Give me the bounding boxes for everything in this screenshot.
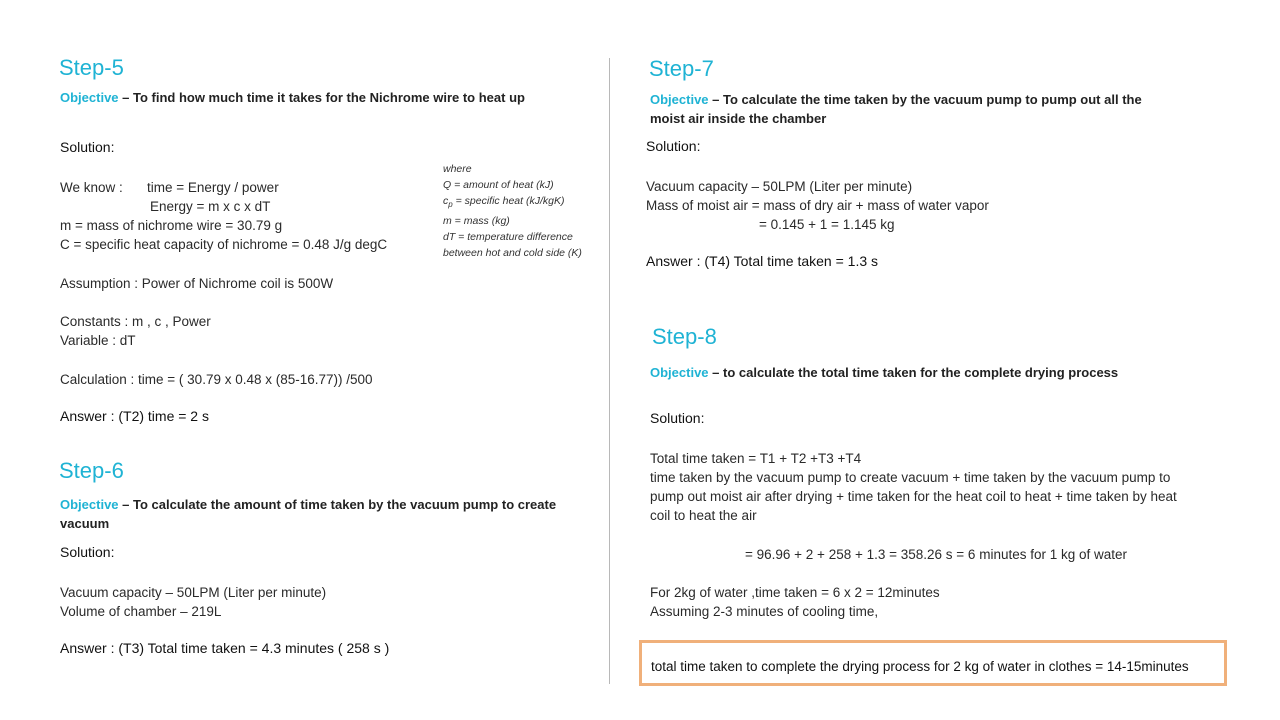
column-divider: [609, 58, 610, 684]
step7-heading: Step-7: [649, 56, 714, 81]
step8-explanation-1: time taken by the vacuum pump to create vacuum + time taken by the vacuum pump to: [650, 470, 1171, 485]
step6-heading: Step-6: [59, 458, 124, 483]
step8-solution-label: Solution:: [650, 410, 705, 426]
step6-objective-text: – To calculate the amount of time taken by the vacuum pump to create vacuum: [60, 497, 557, 531]
step8-explanation-2: pump out moist air after drying + time taken for the heat coil to heat + time taken by heat: [650, 489, 1177, 504]
step5-answer: Answer : (T2) time = 2 s: [60, 408, 209, 424]
step7-mass-calc: = 0.145 + 1 = 1.145 kg: [759, 217, 895, 232]
step5-calculation: Calculation : time = ( 30.79 x 0.48 x (85-16.77)) /500: [60, 372, 373, 387]
step6-answer: Answer : (T3) Total time taken = 4.3 minutes ( 258 s ): [60, 640, 390, 656]
note-cp-sub: p: [448, 200, 453, 210]
note-where: where: [443, 163, 472, 175]
step7-objective-text: – To calculate the time taken by the vacuum pump to pump out all the moist air inside the chamber: [650, 92, 1142, 126]
step5-constants: Constants : m , c , Power: [60, 314, 211, 329]
objective-label: Objective: [60, 497, 119, 512]
objective-label: Objective: [650, 92, 709, 107]
step8-two-kg: For 2kg of water ,time taken = 6 x 2 = 12minutes: [650, 585, 940, 600]
note-q: Q = amount of heat (kJ): [443, 179, 554, 191]
step5-heading: Step-5: [59, 55, 124, 80]
step7-vacuum-capacity: Vacuum capacity – 50LPM (Liter per minute): [646, 179, 913, 194]
step6-volume: Volume of chamber – 219L: [60, 604, 222, 619]
step5-specific-heat-line: C = specific heat capacity of nichrome = 0.48 J/g degC: [60, 237, 388, 252]
step6-objective: [60, 495, 570, 533]
step8-objective: [650, 363, 1210, 382]
step6-solution-label: Solution:: [60, 544, 115, 560]
step5-objective-text: – To find how much time it takes for the Nichrome wire to heat up: [118, 90, 525, 105]
step6-vacuum-capacity: Vacuum capacity – 50LPM (Liter per minute): [60, 585, 327, 600]
step7-solution-label: Solution:: [646, 138, 701, 154]
note-cp-rest: = specific heat (kJ/kgK): [452, 195, 565, 207]
note-m: m = mass (kg): [443, 215, 510, 228]
step8-cooling: Assuming 2-3 minutes of cooling time,: [650, 604, 879, 619]
step8-total-formula: Total time taken = T1 + T2 +T3 +T4: [650, 451, 862, 466]
step8-explanation-3: coil to heat the air: [650, 508, 757, 523]
step5-objective: [60, 88, 600, 107]
objective-label: Objective: [650, 365, 709, 380]
step8-heading: Step-8: [652, 324, 717, 349]
step5-formula-energy: Energy = m x c x dT: [150, 199, 271, 214]
final-result-box: [639, 640, 1227, 686]
note-cp-symbol: c: [443, 195, 449, 207]
note-dt2: between hot and cold side (K): [443, 247, 582, 260]
step8-result: = 96.96 + 2 + 258 + 1.3 = 358.26 s = 6 minutes for 1 kg of water: [745, 547, 1128, 562]
objective-label: Objective: [60, 90, 119, 105]
step5-solution-label: Solution:: [60, 139, 115, 155]
step5-variable: Variable : dT: [60, 333, 136, 348]
step8-final: total time taken to complete the drying process for 2 kg of water in clothes = 14-15minutes: [651, 659, 1189, 674]
step5-mass-line: m = mass of nichrome wire = 30.79 g: [60, 218, 283, 233]
step5-notes: [443, 161, 582, 261]
step5-we-know-label: We know :: [60, 180, 123, 195]
note-cp: [443, 193, 582, 213]
step8-objective-text: – to calculate the total time taken for the complete drying process: [708, 365, 1119, 380]
step7-answer: Answer : (T4) Total time taken = 1.3 s: [646, 253, 879, 269]
step7-mass-moist: Mass of moist air = mass of dry air + mass of water vapor: [646, 198, 989, 213]
step5-assumption: Assumption : Power of Nichrome coil is 500W: [60, 276, 334, 291]
step7-objective: [650, 90, 1165, 128]
note-dt: dT = temperature difference: [443, 231, 573, 244]
step5-formula-time: time = Energy / power: [147, 180, 279, 195]
